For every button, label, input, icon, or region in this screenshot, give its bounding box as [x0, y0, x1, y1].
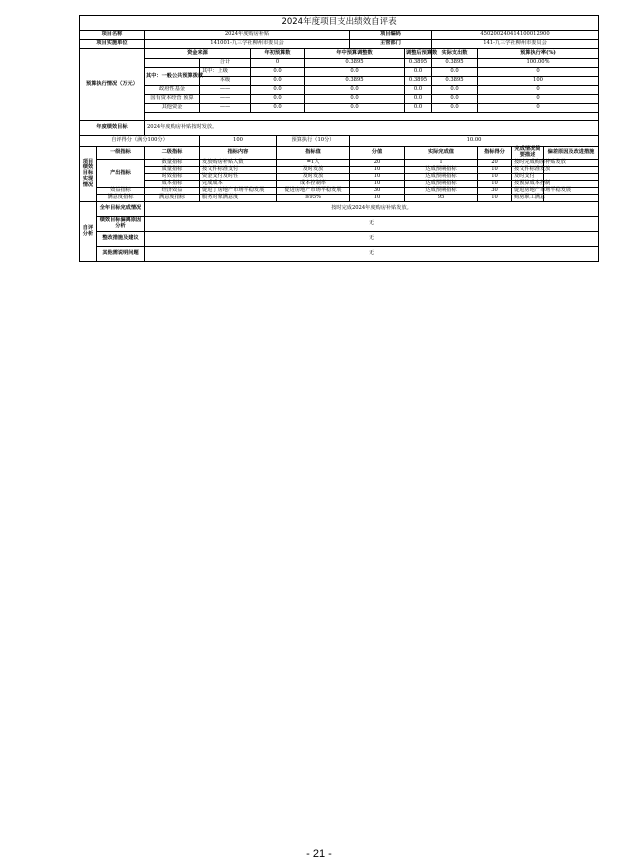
indicator-content: 发放购房补贴人数 [200, 160, 277, 167]
indicator-desc: 购房职工满意 [512, 195, 544, 202]
budget-cell: 0 [478, 68, 599, 77]
l1-benefit: 效益指标 [97, 188, 145, 195]
indicator-desc: 按时完成购房补贴发放 [512, 160, 544, 167]
indicator-weight: 10 [350, 167, 405, 174]
indicator-content: 服务对象满意度 [200, 195, 277, 202]
indicator-actual: 达成预期指标 [405, 188, 478, 195]
budget-cell: 0.0 [405, 86, 432, 95]
budget-cell: 0.3895 [305, 59, 405, 68]
col-actual: 实际支出数 [432, 49, 478, 59]
indicator-actual: 95 [405, 195, 478, 202]
col-weight: 分值 [350, 147, 405, 160]
col-adjusted: 调整后预算数 [405, 49, 432, 59]
indicator-score: 20 [478, 160, 512, 167]
budget-cell: 0.0 [251, 95, 305, 104]
indicator-content: 完成成本 [200, 181, 277, 188]
col-value: 指标值 [277, 147, 350, 160]
indicator-actual: 达成预期指标 [405, 181, 478, 188]
analysis-row-label: 全年目标完成情况 [97, 202, 145, 217]
page-number: - 21 - [306, 848, 332, 860]
budget-sub-label: —— [200, 104, 251, 113]
indicator-desc: 促进房地产市场平稳发展 [512, 188, 544, 195]
budget-sub-label: 其中：上级 [200, 68, 251, 77]
analysis-row-label: 绩效目标偏离原因分析 [97, 217, 145, 232]
budget-cell: 0.3895 [305, 77, 405, 86]
col-desc: 完成情况简要描述 [512, 147, 544, 160]
indicator-l2: 时效指标 [145, 174, 200, 181]
budget-cell: 0.0 [432, 104, 478, 113]
budget-cell: 0.0 [251, 68, 305, 77]
indicator-weight: 10 [350, 181, 405, 188]
budget-cell: 0.0 [251, 77, 305, 86]
budget-general-label: 其中：一般公共预算拨款 [145, 68, 200, 86]
table-title: 2024年度项目支出绩效自评表 [80, 16, 599, 31]
budget-cell: 0 [251, 59, 305, 68]
indicator-value: =1人 [277, 160, 350, 167]
project-name-label: 项目名称 [80, 31, 145, 40]
goal-text: 2024年度购房补贴按时发放。 [145, 121, 599, 136]
indicator-score: 10 [478, 167, 512, 174]
budget-fund-label: 政府性基金 [145, 86, 200, 95]
col-l2: 二级指标 [145, 147, 200, 160]
budget-cell: 0.3895 [405, 59, 432, 68]
col-rate: 预算执行率(%) [478, 49, 599, 59]
budget-section-label: 预算执行情况（万元） [80, 49, 145, 121]
indicator-value: 成本控制率 [277, 181, 350, 188]
analysis-row-text: 按时完成2024年度购房补贴发放。 [145, 202, 599, 217]
col-score: 指标得分 [478, 147, 512, 160]
budget-sub-label: —— [200, 95, 251, 104]
analysis-row-text: 无 [145, 217, 599, 232]
col-reason: 偏差原因及改进措施 [544, 147, 599, 160]
budget-cell: 0.0 [432, 86, 478, 95]
indicator-desc: 按预算成本控制 [512, 181, 544, 188]
indicator-score: 10 [478, 181, 512, 188]
budget-sub-label: 本级 [200, 77, 251, 86]
indicator-value: 及时发放 [277, 167, 350, 174]
budget-sub-label: —— [200, 86, 251, 95]
analysis-row-text: 无 [145, 247, 599, 262]
budget-cell: 0.3895 [432, 77, 478, 86]
indicator-score: 10 [478, 195, 512, 202]
indicator-content: 资金支付及时性 [200, 174, 277, 181]
indicator-score: 10 [478, 174, 512, 181]
indicator-weight: 20 [350, 160, 405, 167]
budget-cell: 0.3895 [432, 59, 478, 68]
budget-cell: 0 [478, 95, 599, 104]
exec-score-value: 10.00 [350, 136, 599, 147]
analysis-row-label: 整改措施及建议 [97, 232, 145, 247]
budget-cell: 0 [478, 104, 599, 113]
budget-cell: 0.0 [305, 86, 405, 95]
indicator-l2: 经济效益 [145, 188, 200, 195]
indicator-l2: 质量指标 [145, 167, 200, 174]
budget-cell: 0.3895 [405, 77, 432, 86]
col-actual: 实际完成值 [405, 147, 478, 160]
col-l1: 一级指标 [97, 147, 145, 160]
exec-score-label: 预算执行（10分） [277, 136, 350, 147]
indicator-value: ≥95% [277, 195, 350, 202]
analysis-row-text: 无 [145, 232, 599, 247]
self-score-label: 自评得分（满分100分） [80, 136, 200, 147]
budget-cell: 0.0 [305, 68, 405, 77]
budget-cell: 0.0 [251, 104, 305, 113]
indicator-section-label: 项目绩效目标实现情况 [80, 147, 97, 202]
col-initial: 年初预算数 [251, 49, 305, 59]
goal-label: 年度绩效目标 [80, 121, 145, 136]
indicator-content: 促进了房地产市场平稳发展 [200, 188, 277, 195]
unit-value: 141001-九三学社柳州市委员会 [145, 40, 350, 49]
indicator-desc: 及时支付 [512, 174, 544, 181]
indicator-actual: 达成预期指标 [405, 167, 478, 174]
self-analysis-label: 自评分析 [80, 202, 97, 262]
indicator-l2: 成本指标 [145, 181, 200, 188]
indicator-content: 按文件标准支付 [200, 167, 277, 174]
indicator-weight: 10 [350, 195, 405, 202]
col-source: 资金来源 [145, 49, 251, 59]
indicator-actual: 1 [405, 160, 478, 167]
budget-cell: 0.0 [405, 68, 432, 77]
budget-cell: 0.0 [432, 68, 478, 77]
budget-capital-label: 国有资本经营 预算 [145, 95, 200, 104]
indicator-desc: 按文件标准发放 [512, 167, 544, 174]
col-content: 指标内容 [200, 147, 277, 160]
l1-output: 产出指标 [97, 160, 145, 188]
indicator-l2: 数量指标 [145, 160, 200, 167]
budget-total-label: 合计 [200, 59, 251, 68]
indicator-value: 促进房地产市场平稳发展 [277, 188, 350, 195]
indicator-weight: 30 [350, 188, 405, 195]
budget-cell: 100 [478, 77, 599, 86]
budget-cell: 0.0 [432, 95, 478, 104]
indicator-weight: 10 [350, 174, 405, 181]
budget-cell: 0.0 [305, 104, 405, 113]
project-code-label: 项目编码 [350, 31, 432, 40]
indicator-value: 及时发放 [277, 174, 350, 181]
budget-other-label: 其他资金 [145, 104, 200, 113]
project-code-value: 45020024041410001290​0 [432, 31, 599, 40]
budget-cell: 0.0 [405, 95, 432, 104]
dept-value: 141-九三学社柳州市委员会 [432, 40, 599, 49]
indicator-actual: 达成预期指标 [405, 174, 478, 181]
analysis-row-label: 其他需说明问题 [97, 247, 145, 262]
project-name-value: 2024年度购房补贴 [145, 31, 350, 40]
indicator-score: 30 [478, 188, 512, 195]
dept-label: 主管部门 [350, 40, 432, 49]
budget-cell: 100.00% [478, 59, 599, 68]
col-adjust: 年中预算调整数 [305, 49, 405, 59]
l1-satisfaction: 满意度指标 [97, 195, 145, 202]
self-score-value: 100 [200, 136, 277, 147]
budget-cell: 0.0 [405, 104, 432, 113]
budget-cell: 0.0 [305, 95, 405, 104]
performance-evaluation-table [79, 15, 599, 262]
indicator-l2: 满意度指标 [145, 195, 200, 202]
budget-cell: 0.0 [251, 86, 305, 95]
unit-label: 项目实施单位 [80, 40, 145, 49]
budget-cell: 0 [478, 86, 599, 95]
